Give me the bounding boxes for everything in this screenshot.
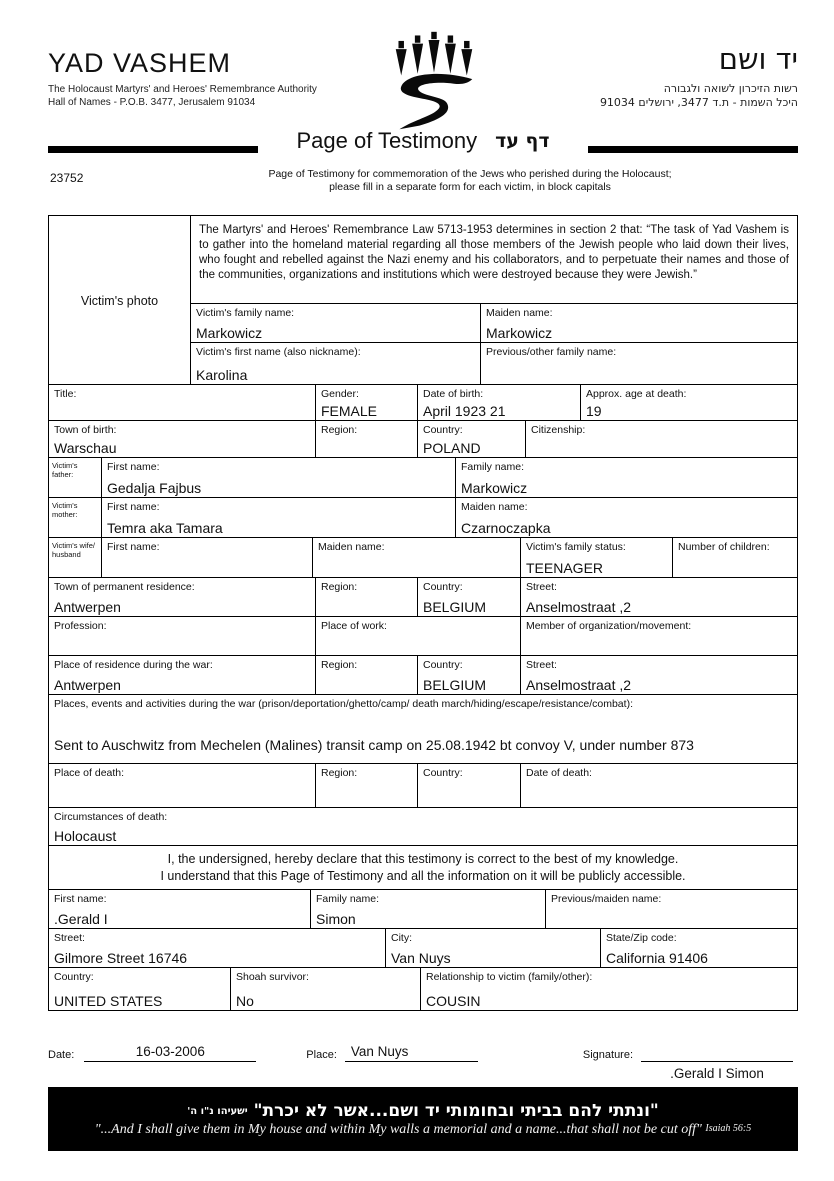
war-residence-region-field bbox=[316, 656, 418, 695]
father-family-name-value: Markowicz bbox=[461, 480, 528, 496]
father-family-name-field bbox=[456, 458, 798, 498]
father-family-name-label: Family name: bbox=[461, 461, 525, 473]
form-number: 23752 bbox=[50, 171, 84, 185]
mother-first-name-label: First name: bbox=[107, 501, 160, 513]
permanent-residence-country-field bbox=[418, 578, 521, 617]
date-of-death-label: Date of death: bbox=[526, 767, 592, 779]
war-residence-street-value: Anselmostraat ,2 bbox=[526, 677, 632, 693]
declaration-text bbox=[49, 846, 798, 890]
citizenship-field bbox=[526, 421, 798, 458]
scripture-hebrew-citation: ישעיהו נ"ו ה' bbox=[187, 1105, 248, 1117]
shoah-survivor-value: No bbox=[236, 993, 254, 1009]
war-residence-place-value: Antwerpen bbox=[54, 677, 121, 693]
spouse-first-name-field bbox=[102, 538, 313, 578]
declaration-line-2: I understand that this Page of Testimony and all the information on it will be publicly accessible. bbox=[160, 869, 686, 883]
profession-field bbox=[49, 617, 316, 656]
submitter-country-label: Country: bbox=[54, 971, 94, 983]
place-of-work-field bbox=[316, 617, 521, 656]
date-of-birth-value: April 1923 21 bbox=[423, 403, 506, 419]
submitter-country-field bbox=[49, 968, 231, 1011]
instruction-line-1: Page of Testimony for commemoration of the Jews who perished during the Holocaust; bbox=[268, 168, 672, 180]
title-divider-left bbox=[48, 146, 258, 153]
form-title-hebrew: דף עד bbox=[495, 130, 550, 152]
number-of-children-label: Number of children: bbox=[678, 541, 770, 553]
form-title: Page of Testimony bbox=[296, 128, 478, 153]
date-label: Date: bbox=[48, 1049, 75, 1061]
org-name-hebrew: יד ושם bbox=[718, 42, 798, 76]
place-of-death-label: Place of death: bbox=[54, 767, 125, 779]
title-divider-right bbox=[588, 146, 798, 153]
war-residence-country-value: BELGIUM bbox=[423, 677, 487, 693]
victim-previous-family-name-field bbox=[481, 343, 798, 385]
age-at-death-field bbox=[581, 385, 798, 421]
country-of-birth-field bbox=[418, 421, 526, 458]
war-residence-place-field bbox=[49, 656, 316, 695]
signed-name: .Gerald I Simon bbox=[670, 1066, 764, 1081]
permanent-residence-town-label: Town of permanent residence: bbox=[54, 581, 195, 593]
place-label: Place: bbox=[306, 1049, 337, 1061]
submitter-family-name-value: Simon bbox=[316, 911, 356, 927]
permanent-residence-town-field bbox=[49, 578, 316, 617]
circumstances-of-death-label: Circumstances of death: bbox=[54, 811, 168, 823]
submitter-first-name-field bbox=[49, 890, 311, 929]
date-of-birth-label: Date of birth: bbox=[423, 388, 484, 400]
country-of-birth-value: POLAND bbox=[423, 440, 481, 456]
signature-label: Signature: bbox=[582, 1049, 634, 1061]
signature-row bbox=[48, 1044, 798, 1062]
submitter-state-zip-value: California 91406 bbox=[606, 950, 708, 966]
date-of-birth-field bbox=[418, 385, 581, 421]
war-residence-country-label: Country: bbox=[423, 659, 463, 671]
victim-title-label: Title: bbox=[54, 388, 77, 400]
scripture-hebrew-line bbox=[187, 1101, 659, 1121]
number-of-children-field bbox=[673, 538, 798, 578]
victim-maiden-name-label: Maiden name: bbox=[486, 307, 553, 319]
town-of-birth-field bbox=[49, 421, 316, 458]
permanent-residence-country-value: BELGIUM bbox=[423, 599, 487, 615]
war-events-label: Places, events and activities during the war (prison/deportation/ghetto/camp/ death march/hiding/escape/resistance/combat): bbox=[54, 698, 633, 710]
place-of-work-label: Place of work: bbox=[321, 620, 387, 632]
spouse-side-label: Victim's wife/ husband bbox=[49, 538, 102, 578]
relationship-to-victim-label: Relationship to victim (family/other): bbox=[426, 971, 593, 983]
spouse-maiden-name-label: Maiden name: bbox=[318, 541, 385, 553]
mother-first-name-field bbox=[102, 498, 456, 538]
declaration-line-1: I, the undersigned, hereby declare that this testimony is correct to the best of my knowledge. bbox=[167, 852, 679, 866]
war-events-value: Sent to Auschwitz from Mechelen (Malines) transit camp on 25.08.1942 bt convoy V, under number 873 bbox=[54, 737, 694, 753]
war-residence-street-label: Street: bbox=[526, 659, 557, 671]
form-instructions bbox=[140, 168, 800, 194]
victim-family-name-label: Victim's family name: bbox=[196, 307, 295, 319]
region-of-birth-label: Region: bbox=[321, 424, 358, 436]
town-of-birth-value: Warschau bbox=[54, 440, 117, 456]
submitter-family-name-field bbox=[311, 890, 546, 929]
org-subtitle-hebrew-2: היכל השמות - ת.ד 3477, ירושלים 91034 bbox=[599, 96, 798, 109]
submitter-city-field bbox=[386, 929, 601, 968]
circumstances-of-death-value: Holocaust bbox=[54, 828, 117, 844]
death-region-field bbox=[316, 764, 418, 808]
organization-label: Member of organization/movement: bbox=[526, 620, 692, 632]
mother-maiden-name-label: Maiden name: bbox=[461, 501, 528, 513]
family-status-field bbox=[521, 538, 673, 578]
region-of-birth-field bbox=[316, 421, 418, 458]
date-of-death-field bbox=[521, 764, 798, 808]
war-residence-region-label: Region: bbox=[321, 659, 358, 671]
org-header-right bbox=[600, 42, 798, 110]
permanent-residence-town-value: Antwerpen bbox=[54, 599, 121, 615]
permanent-residence-region-label: Region: bbox=[321, 581, 358, 593]
father-first-name-field bbox=[102, 458, 456, 498]
submitter-previous-maiden-name-label: Previous/maiden name: bbox=[551, 893, 662, 905]
profession-label: Profession: bbox=[54, 620, 107, 632]
permanent-residence-region-field bbox=[316, 578, 418, 617]
org-header-left bbox=[48, 48, 317, 109]
victim-family-name-field bbox=[191, 304, 481, 343]
submitter-city-label: City: bbox=[391, 932, 412, 944]
scripture-banner bbox=[48, 1087, 798, 1151]
mother-maiden-name-value: Czarnoczapka bbox=[461, 520, 551, 536]
place-line: Van Nuys bbox=[345, 1044, 478, 1062]
town-of-birth-label: Town of birth: bbox=[54, 424, 117, 436]
signature-line bbox=[641, 1044, 793, 1062]
relationship-to-victim-value: COUSIN bbox=[426, 993, 481, 1009]
organization-field bbox=[521, 617, 798, 656]
form-title-row bbox=[258, 128, 588, 154]
death-region-label: Region: bbox=[321, 767, 358, 779]
mother-first-name-value: Temra aka Tamara bbox=[107, 520, 223, 536]
submitter-previous-maiden-name-field bbox=[546, 890, 798, 929]
age-at-death-label: Approx. age at death: bbox=[586, 388, 687, 400]
father-side-label: Victim's father: bbox=[49, 458, 102, 498]
victim-maiden-name-field bbox=[481, 304, 798, 343]
place-of-death-field bbox=[49, 764, 316, 808]
victim-first-name-label: Victim's first name (also nickname): bbox=[196, 346, 361, 358]
submitter-state-zip-label: State/Zip code: bbox=[606, 932, 677, 944]
victim-title-field bbox=[49, 385, 316, 421]
war-residence-street-field bbox=[521, 656, 798, 695]
yad-vashem-menorah-logo bbox=[388, 30, 480, 132]
submitter-country-value: UNITED STATES bbox=[54, 993, 163, 1009]
submitter-first-name-value: .Gerald I bbox=[54, 911, 108, 927]
victim-first-name-value: Karolina bbox=[196, 367, 248, 383]
family-status-label: Victim's family status: bbox=[526, 541, 626, 553]
relationship-to-victim-field bbox=[421, 968, 798, 1011]
submitter-family-name-label: Family name: bbox=[316, 893, 380, 905]
gender-label: Gender: bbox=[321, 388, 359, 400]
remembrance-law-text: The Martyrs' and Heroes' Remembrance Law 5713-1953 determines in section 2 that: “The task of Yad Vashem is to gather into the homeland material regarding all those members of the Jewish people who laid down their lives, who fought and rebelled against the Nazi enemy and his collaborators, and to perpetuate their names and those of the communities, organizations and institutions which were destroyed because they were Jewish.” bbox=[191, 216, 798, 304]
war-residence-country-field bbox=[418, 656, 521, 695]
permanent-residence-country-label: Country: bbox=[423, 581, 463, 593]
scripture-english-citation: Isaiah 56:5 bbox=[705, 1122, 752, 1134]
scripture-english-line bbox=[95, 1122, 751, 1138]
permanent-residence-street-value: Anselmostraat ,2 bbox=[526, 599, 632, 615]
submitter-first-name-label: First name: bbox=[54, 893, 107, 905]
org-name: YAD VASHEM bbox=[48, 48, 232, 78]
victim-first-name-field bbox=[191, 343, 481, 385]
submitter-street-label: Street: bbox=[54, 932, 85, 944]
scripture-hebrew-quote: "ונתתי להם בביתי ובחומותי יד ושם...אשר לא יכרת" bbox=[253, 1100, 659, 1121]
testimony-form-table bbox=[48, 215, 798, 1011]
submitter-street-field bbox=[49, 929, 386, 968]
mother-side-label: Victim's mother: bbox=[49, 498, 102, 538]
mother-maiden-name-field bbox=[456, 498, 798, 538]
war-residence-place-label: Place of residence during the war: bbox=[54, 659, 213, 671]
father-first-name-value: Gedalja Fajbus bbox=[107, 480, 202, 496]
war-events-field bbox=[49, 695, 798, 764]
circumstances-of-death-field bbox=[49, 808, 798, 846]
date-line: 16-03-2006 bbox=[84, 1044, 256, 1062]
age-at-death-value: 19 bbox=[586, 403, 602, 419]
permanent-residence-street-field bbox=[521, 578, 798, 617]
death-country-label: Country: bbox=[423, 767, 463, 779]
father-first-name-label: First name: bbox=[107, 461, 160, 473]
shoah-survivor-field bbox=[231, 968, 421, 1011]
permanent-residence-street-label: Street: bbox=[526, 581, 557, 593]
victim-family-name-value: Markowicz bbox=[196, 325, 263, 341]
org-subtitle-1: The Holocaust Martyrs' and Heroes' Remembrance Authority bbox=[48, 84, 317, 95]
victim-previous-family-name-label: Previous/other family name: bbox=[486, 346, 617, 358]
spouse-maiden-name-field bbox=[313, 538, 521, 578]
instruction-line-2: please fill in a separate form for each victim, in block capitals bbox=[329, 181, 611, 193]
gender-field bbox=[316, 385, 418, 421]
death-country-field bbox=[418, 764, 521, 808]
shoah-survivor-label: Shoah survivor: bbox=[236, 971, 309, 983]
gender-value: FEMALE bbox=[321, 403, 378, 419]
org-subtitle-2: Hall of Names - P.O.B. 3477, Jerusalem 91034 bbox=[48, 97, 256, 108]
victim-maiden-name-value: Markowicz bbox=[486, 325, 553, 341]
scripture-english-quote: "...And I shall give them in My house and within My walls a memorial and a name...that shall not be cut off" bbox=[94, 1121, 702, 1137]
submitter-city-value: Van Nuys bbox=[391, 950, 451, 966]
spouse-first-name-label: First name: bbox=[107, 541, 160, 553]
victim-photo-placeholder bbox=[49, 216, 191, 385]
submitter-street-value: Gilmore Street 16746 bbox=[54, 950, 188, 966]
org-subtitle-hebrew-1: רשות הזיכרון לשואה ולגבורה bbox=[663, 82, 798, 95]
country-of-birth-label: Country: bbox=[423, 424, 463, 436]
victim-photo-label: Victim's photo bbox=[80, 294, 159, 308]
family-status-value: TEENAGER bbox=[526, 560, 604, 576]
citizenship-label: Citizenship: bbox=[531, 424, 586, 436]
submitter-state-zip-field bbox=[601, 929, 798, 968]
